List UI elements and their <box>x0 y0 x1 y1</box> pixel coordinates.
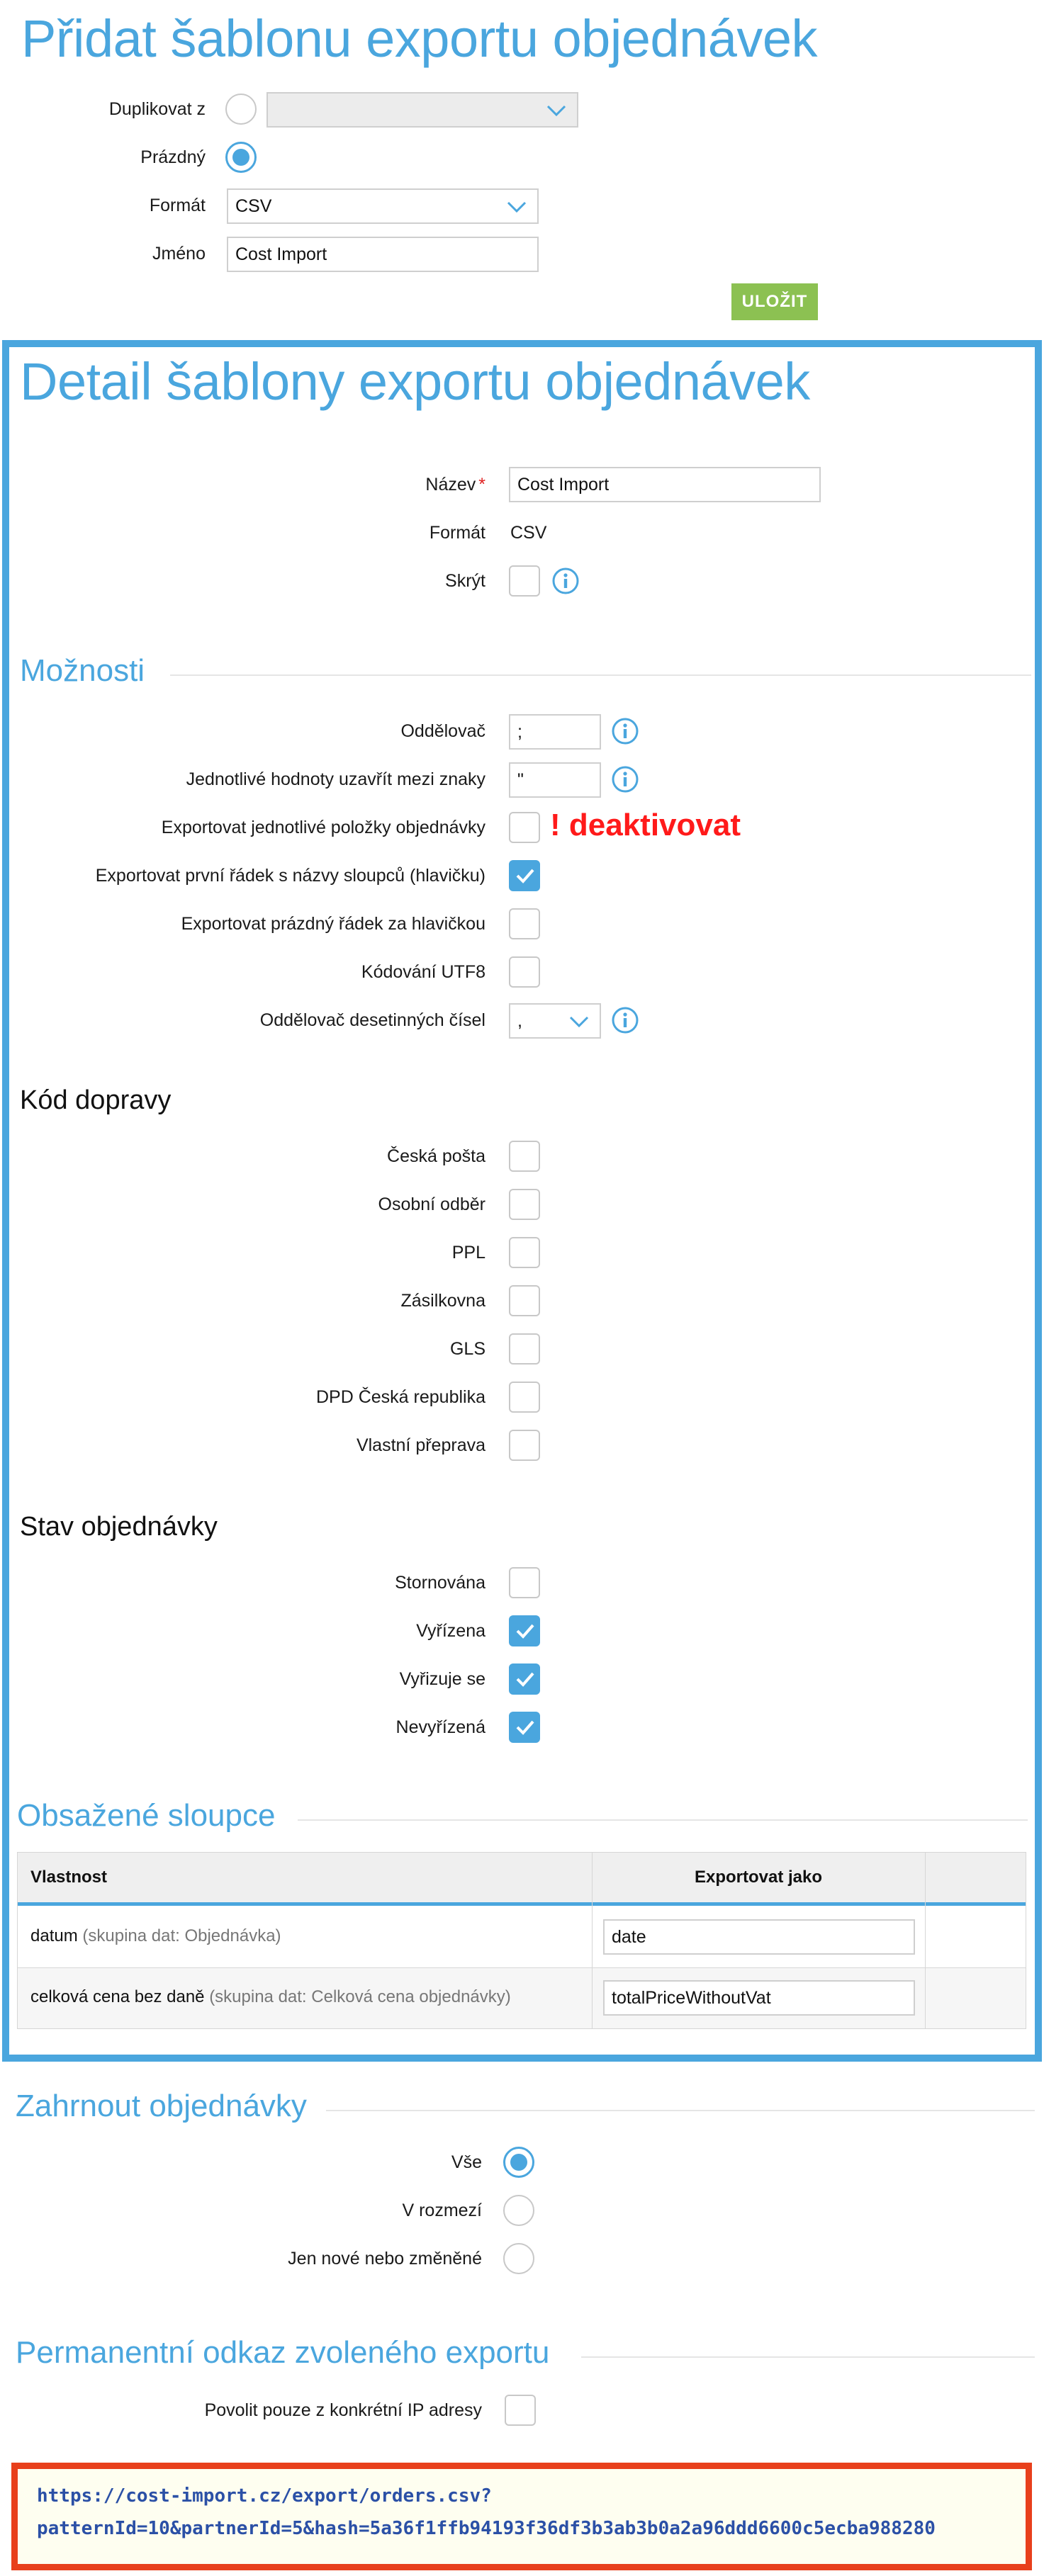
include-option-label: Jen nové nebo změněné <box>288 2249 482 2269</box>
option-checkbox[interactable] <box>509 1712 540 1743</box>
info-icon[interactable] <box>611 717 639 745</box>
checkbox-label: Vyřizuje se <box>399 1669 485 1689</box>
columns-table <box>17 1852 1026 2029</box>
option-checkbox[interactable] <box>509 1430 540 1461</box>
enclose-input[interactable]: " <box>509 762 601 798</box>
columns-divider <box>298 1819 1028 1821</box>
format-label: Formát <box>149 196 206 215</box>
columns-title: Obsažené sloupce <box>17 1798 292 1834</box>
row-2-export-input[interactable]: totalPriceWithoutVat <box>603 1980 915 2016</box>
checkbox-label: Osobní odběr <box>378 1194 485 1214</box>
detail-name-label <box>213 475 485 495</box>
info-icon[interactable] <box>611 765 639 793</box>
detail-format-value: CSV <box>510 523 547 543</box>
utf8-label: Kódování UTF8 <box>361 962 485 982</box>
row-1-export-input[interactable]: date <box>603 1919 915 1955</box>
separator-label: Oddělovač <box>400 721 485 741</box>
row-2-property <box>30 1987 511 2007</box>
export-items-checkbox[interactable] <box>509 812 540 843</box>
check-icon <box>515 1719 535 1736</box>
decimal-label: Oddělovač desetinných čísel <box>259 1010 485 1030</box>
empty-radio[interactable] <box>225 142 257 173</box>
include-option-radio[interactable] <box>503 2195 534 2226</box>
row-2-group: (skupina dat: Celková cena objednávky) <box>209 1987 511 2006</box>
include-title: Zahrnout objednávky <box>16 2089 324 2124</box>
ip-checkbox[interactable] <box>505 2395 536 2426</box>
checkbox-label: PPL <box>451 1243 485 1262</box>
header-row-checkbox[interactable] <box>509 860 540 891</box>
row-1-property <box>30 1926 281 1946</box>
header-export-as: Exportovat jako <box>694 1868 823 1887</box>
include-option-radio[interactable] <box>503 2243 534 2274</box>
checkbox-label: Česká pošta <box>387 1146 485 1166</box>
empty-row-checkbox[interactable] <box>509 908 540 939</box>
info-icon[interactable] <box>551 567 580 595</box>
include-option-radio[interactable] <box>503 2147 534 2178</box>
option-checkbox[interactable] <box>509 1141 540 1172</box>
option-checkbox[interactable] <box>509 1237 540 1268</box>
detail-title: Detail šablony exportu objednávek <box>20 352 810 411</box>
header-row-label: Exportovat první řádek s názvy sloupců (hlavičku) <box>95 866 485 886</box>
row-2-name: celková cena bez daně <box>30 1987 205 2006</box>
duplicate-select[interactable] <box>266 92 578 128</box>
chevron-down-icon <box>568 1015 590 1029</box>
check-icon <box>515 1671 535 1688</box>
option-checkbox[interactable] <box>509 1285 540 1316</box>
chevron-down-icon <box>506 200 527 214</box>
header-property: Vlastnost <box>30 1868 108 1887</box>
save-button[interactable]: ULOŽIT <box>731 283 818 320</box>
order-state-title: Stav objednávky <box>20 1512 218 1542</box>
detail-format-label: Formát <box>429 523 485 543</box>
row-1-name: datum <box>30 1926 78 1945</box>
add-template-title: Přidat šablonu exportu objednávek <box>21 9 818 68</box>
col-separator <box>925 1853 926 2028</box>
enclose-label: Jednotlivé hodnoty uzavřít mezi znaky <box>186 769 485 789</box>
option-checkbox[interactable] <box>509 1615 540 1646</box>
options-title: Možnosti <box>20 653 162 689</box>
include-divider <box>326 2110 1035 2111</box>
permalink-url-line-1[interactable]: https://cost-import.cz/export/orders.csv? <box>37 2485 492 2507</box>
chevron-down-icon <box>546 103 567 118</box>
required-mark: * <box>478 475 485 495</box>
row-1-group: (skupina dat: Objednávka) <box>82 1926 281 1945</box>
detail-name-input[interactable]: Cost Import <box>509 467 821 502</box>
export-items-label: Exportovat jednotlivé položky objednávky <box>161 818 485 837</box>
separator-input[interactable]: ; <box>509 714 601 750</box>
empty-row-label: Exportovat prázdný řádek za hlavičkou <box>181 914 485 934</box>
name-input[interactable]: Cost Import <box>227 237 539 272</box>
format-select[interactable] <box>227 188 539 224</box>
col-separator <box>592 1853 593 2028</box>
permalink-title: Permanentní odkaz zvoleného exportu <box>16 2335 566 2371</box>
export-items-warning: ! deaktivovat <box>550 808 741 842</box>
checkbox-label: DPD Česká republika <box>316 1387 485 1407</box>
check-icon <box>515 1622 535 1639</box>
include-option-label: V rozmezí <box>402 2201 482 2220</box>
permalink-url-line-2[interactable]: patternId=10&partnerId=5&hash=5a36f1ffb94193f36df3b3ab3b0a2a96ddd6600c5ecba988280 <box>37 2518 936 2539</box>
detail-name-label-text: Název <box>425 475 476 495</box>
decimal-select[interactable] <box>509 1003 601 1039</box>
checkbox-label: Vyřízena <box>416 1621 485 1641</box>
checkbox-label: Zásilkovna <box>400 1291 485 1311</box>
option-checkbox[interactable] <box>509 1663 540 1695</box>
check-icon <box>515 867 535 884</box>
checkbox-label: GLS <box>449 1339 485 1359</box>
row-separator <box>18 1967 1026 1968</box>
decimal-select-value: , <box>517 1011 522 1031</box>
option-checkbox[interactable] <box>509 1189 540 1220</box>
info-icon[interactable] <box>611 1006 639 1034</box>
checkbox-label: Stornována <box>395 1573 485 1593</box>
option-checkbox[interactable] <box>509 1567 540 1598</box>
options-divider <box>170 674 1031 676</box>
checkbox-label: Vlastní přeprava <box>356 1435 485 1455</box>
format-select-value: CSV <box>235 196 272 216</box>
permalink-divider <box>581 2356 1035 2358</box>
option-checkbox[interactable] <box>509 1382 540 1413</box>
ip-label: Povolit pouze z konkrétní IP adresy <box>204 2400 482 2420</box>
duplicate-label: Duplikovat z <box>108 99 206 119</box>
empty-label: Prázdný <box>140 147 206 167</box>
include-option-label: Vše <box>451 2152 482 2172</box>
name-label: Jméno <box>152 244 206 264</box>
duplicate-radio[interactable] <box>225 94 257 125</box>
hide-label: Skrýt <box>445 571 485 591</box>
utf8-checkbox[interactable] <box>509 956 540 988</box>
option-checkbox[interactable] <box>509 1333 540 1365</box>
shipping-title: Kód dopravy <box>20 1085 172 1115</box>
hide-checkbox[interactable] <box>509 565 540 597</box>
checkbox-label: Nevyřízená <box>395 1717 485 1737</box>
